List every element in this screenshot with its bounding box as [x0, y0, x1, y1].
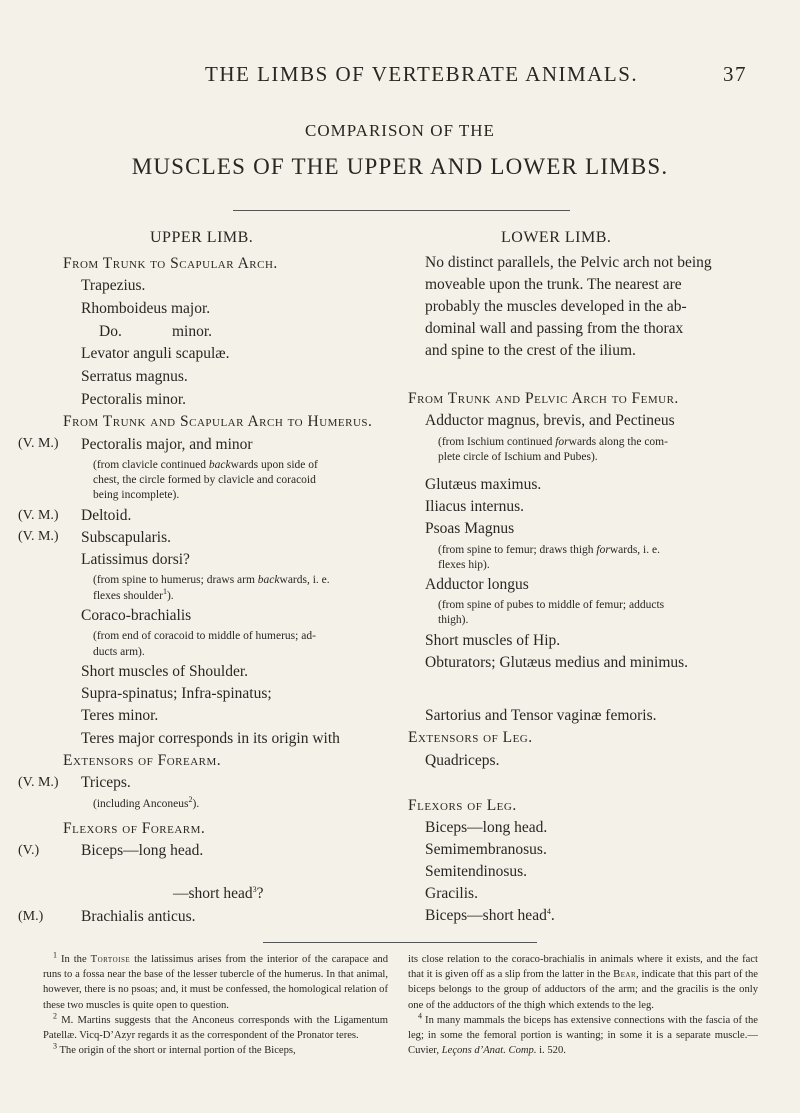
lower-intro-5: and spine to the crest of the ilium.	[425, 342, 636, 359]
note-text: flexes shoulder	[93, 590, 163, 602]
tag-v: (V.)	[18, 843, 40, 858]
heading-small: COMPARISON OF THE	[305, 121, 495, 140]
page-number: 37	[723, 62, 747, 86]
muscle-iliacus: Iliacus internus.	[425, 498, 525, 515]
text: In many mammals the biceps has extensive connections with the fascia of the leg; in some the femoral portion is wanting; in some it is a separate muscle.—Cuvier,	[408, 1014, 758, 1057]
short-muscles-shoulder: Short muscles of Shoulder.	[81, 663, 249, 680]
muscle-teres-minor: Teres minor.	[81, 707, 159, 724]
text: i. 520.	[536, 1045, 566, 1057]
note-italic: back	[257, 574, 280, 586]
footnotes-left	[43, 952, 388, 1058]
muscle-rhomboideus-minor: minor.	[172, 323, 213, 340]
text: ?	[256, 885, 264, 902]
tag-m: (M.)	[18, 909, 44, 924]
note-text: wards, i. e.	[609, 544, 660, 556]
note-text: (from spine to femur; draws thigh	[438, 544, 597, 556]
running-title: THE LIMBS OF VERTEBRATE ANIMALS.	[205, 62, 639, 86]
muscle-latissimus: Latissimus dorsi?	[81, 551, 190, 568]
lower-limb-title: LOWER LIMB.	[501, 229, 612, 246]
lower-section-trunk-femur: From Trunk and Pelvic Arch to Femur.	[408, 390, 679, 407]
upper-section-trunk-humerus: From Trunk and Scapular Arch to Humerus.	[63, 413, 373, 430]
footnote-ref: 4	[546, 906, 551, 916]
muscle-coraco-brachialis: Coraco-brachialis	[81, 607, 192, 624]
muscle-biceps-long: Biceps—long head.	[81, 842, 204, 859]
footnote-marker: 2	[53, 1011, 57, 1021]
footnote-rule	[263, 942, 537, 943]
text: M. Martins suggests that the Anconeus corresponds with the Ligamentum Patellæ. Vicq-D’Azyr regards it as the correspondent of the Pronator teres.	[43, 1014, 388, 1042]
muscle-gracilis: Gracilis.	[425, 885, 478, 902]
upper-section-flexors: Flexors of Forearm.	[63, 820, 206, 837]
note-text: wards upon side of	[230, 459, 318, 471]
note-italic: for	[555, 436, 569, 448]
muscle-teres-major: Teres major corresponds in its origin with	[81, 730, 340, 747]
text: .	[550, 907, 555, 924]
muscle-pectoralis-major: Pectoralis major, and minor	[81, 436, 253, 453]
lower-section-flexors: Flexors of Leg.	[408, 797, 517, 814]
tag-vm: (V. M.)	[18, 436, 59, 451]
footnote-3-continued	[408, 952, 758, 1013]
text: Leçons d’Anat. Comp.	[441, 1045, 537, 1057]
footnote-marker: 3	[53, 1041, 57, 1051]
upper-section-extensors: Extensors of Forearm.	[63, 752, 222, 769]
footnote-ref: 2	[188, 795, 193, 805]
text: The origin of the short or internal portion of the Biceps,	[57, 1045, 296, 1057]
text: Bear	[613, 969, 637, 981]
text: the latissimus arises from the interior of the carapace and runs to a fossa near the base of the lesser tubercle of the humerus. In that animal, however, there is no psoas; and, it must be confessed, the homological relation of these two muscles is quite open to question.	[43, 954, 388, 1011]
note-psoas	[438, 544, 660, 556]
note-latissimus	[93, 574, 330, 586]
muscle-rhomboideus-major: Rhomboideus major.	[81, 300, 211, 317]
text: —short head	[173, 885, 253, 902]
muscle-psoas: Psoas Magnus	[425, 520, 515, 537]
note-coraco-2: ducts arm).	[93, 646, 145, 658]
text: Tortoise	[90, 954, 131, 965]
muscle-adductor-magnus: Adductor magnus, brevis, and Pectineus	[425, 412, 675, 429]
note-italic: for	[596, 544, 610, 556]
muscle-supra-infra-spinatus: Supra-spinatus; Infra-spinatus;	[81, 685, 272, 702]
muscle-biceps-short-leg	[425, 907, 555, 925]
footnote-1	[43, 952, 388, 1013]
note-text: (from Ischium continued	[438, 436, 556, 448]
muscle-sartorius: Sartorius and Tensor vaginæ femoris.	[425, 707, 657, 724]
text: In the	[57, 954, 91, 965]
footnotes-right	[408, 952, 758, 1058]
muscle-subscapularis: Subscapularis.	[81, 529, 171, 546]
note-text: ).	[166, 590, 174, 602]
muscle-levator: Levator anguli scapulæ.	[81, 345, 230, 362]
note-coraco: (from end of coracoid to middle of humerus; ad-	[93, 630, 316, 642]
muscle-biceps-long-leg: Biceps—long head.	[425, 819, 548, 836]
footnote-marker: 1	[53, 950, 57, 960]
upper-limb-title: UPPER LIMB.	[150, 229, 254, 246]
note-adductor-longus-2: thigh).	[438, 614, 469, 626]
heading-large: MUSCLES OF THE UPPER AND LOWER LIMBS.	[131, 154, 669, 179]
tag-vm: (V. M.)	[18, 529, 59, 544]
note-text: ).	[192, 798, 200, 810]
text: its close relation to the coraco-brachialis in animals where it exists, and the fact that it is given off as a slip from the latter in the	[408, 954, 758, 981]
footnote-3	[43, 1043, 388, 1058]
muscle-triceps: Triceps.	[81, 774, 131, 791]
muscle-quadriceps: Quadriceps.	[425, 752, 500, 769]
short-muscles-hip: Short muscles of Hip.	[425, 632, 561, 649]
footnote-ref: 1	[162, 587, 167, 597]
note-pectoralis-2: chest, the circle formed by clavicle and coracoid	[93, 474, 316, 486]
note-text: wards, i. e.	[279, 574, 330, 586]
footnote-ref: 3	[252, 884, 257, 894]
note-triceps	[93, 795, 200, 810]
tag-vm: (V. M.)	[18, 775, 59, 790]
muscle-biceps-short	[173, 885, 264, 903]
note-latissimus-2	[93, 587, 174, 602]
note-italic: back	[208, 459, 231, 471]
footnote-4	[408, 1013, 758, 1059]
note-adductor-longus: (from spine of pubes to middle of femur; adducts	[438, 599, 665, 611]
footnote-marker: 4	[418, 1011, 422, 1021]
muscle-semitendinosus: Semitendinosus.	[425, 863, 528, 880]
lower-intro-3: probably the muscles developed in the ab-	[425, 298, 687, 315]
muscle-obturators: Obturators; Glutæus medius and minimus.	[425, 654, 689, 671]
lower-intro-2: moveable upon the trunk. The nearest are	[425, 276, 682, 293]
muscle-pectoralis-minor: Pectoralis minor.	[81, 391, 187, 408]
muscle-glutaeus-maximus: Glutæus maximus.	[425, 476, 542, 493]
muscle-brachialis: Brachialis anticus.	[81, 908, 196, 925]
text: , indicate that this part of the biceps belongs to the group of adductors of the arm; and the gracilis is the only one of the adductors of the thigh which extends to the leg.	[408, 969, 758, 1011]
muscle-trapezius: Trapezius.	[81, 277, 146, 294]
muscle-ditto: Do.	[99, 323, 122, 340]
heading-rule	[233, 210, 570, 211]
tag-vm: (V. M.)	[18, 508, 59, 523]
lower-section-extensors: Extensors of Leg.	[408, 729, 533, 746]
muscle-adductor-longus: Adductor longus	[425, 576, 529, 593]
upper-section-trunk-scapular: From Trunk to Scapular Arch.	[63, 255, 278, 272]
note-pectoralis	[93, 459, 318, 471]
muscle-semimembranosus: Semimembranosus.	[425, 841, 547, 858]
note-pectoralis-3: being incomplete).	[93, 489, 180, 501]
note-psoas-2: flexes hip).	[438, 559, 490, 571]
footnote-2	[43, 1013, 388, 1043]
muscle-deltoid: Deltoid.	[81, 507, 132, 524]
lower-intro-4: dominal wall and passing from the thorax	[425, 320, 684, 337]
muscle-serratus: Serratus magnus.	[81, 368, 188, 385]
text: Biceps—short head	[425, 907, 547, 924]
note-text: wards along the com-	[568, 436, 668, 448]
lower-intro-1: No distinct parallels, the Pelvic arch not being	[425, 254, 712, 271]
note-text: (from clavicle continued	[93, 459, 209, 471]
note-adductor	[438, 436, 668, 448]
note-text: (including Anconeus	[93, 798, 189, 810]
note-text: (from spine to humerus; draws arm	[93, 574, 258, 586]
note-adductor-2: plete circle of Ischium and Pubes).	[438, 451, 598, 463]
